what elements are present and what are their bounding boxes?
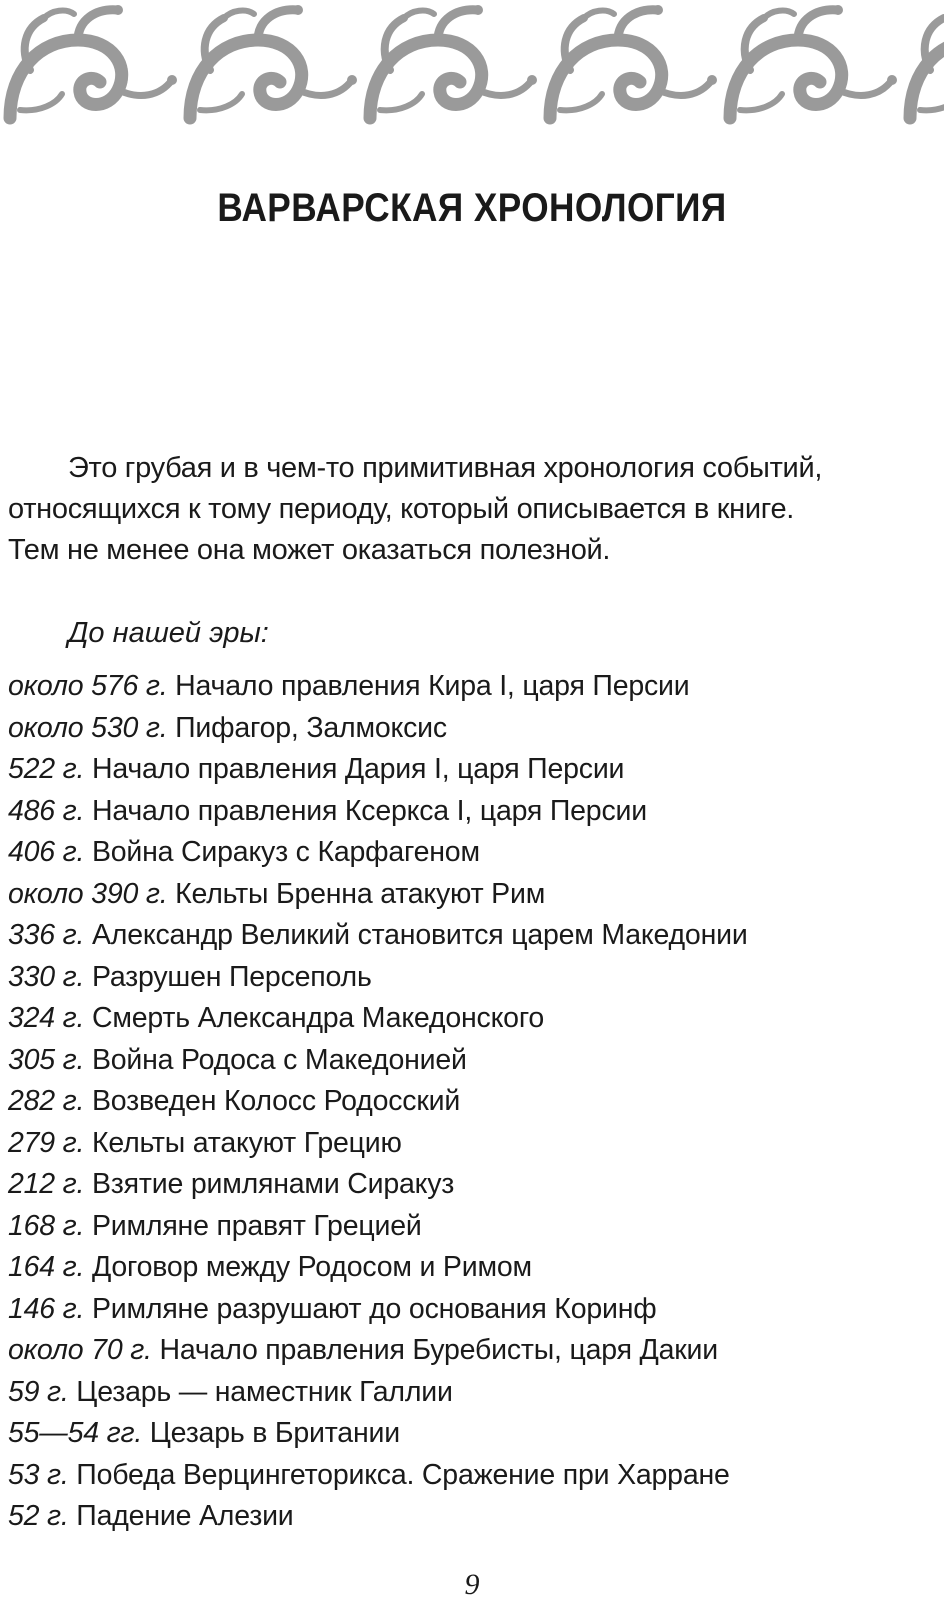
decorative-header-ornament bbox=[0, 0, 944, 130]
event-date: 146 г. bbox=[8, 1292, 85, 1325]
timeline-entry bbox=[8, 749, 938, 791]
event-date: 59 г. bbox=[8, 1375, 69, 1408]
page-number: 9 bbox=[464, 1568, 480, 1601]
event-text: Возведен Колосс Родосский bbox=[84, 1085, 461, 1117]
intro-line-2: относящихся к тому периоду, который описывается в книге. bbox=[8, 493, 795, 525]
timeline-entry bbox=[8, 957, 938, 999]
timeline-entry bbox=[8, 666, 938, 708]
timeline-entry bbox=[8, 915, 938, 957]
timeline-entry bbox=[8, 1372, 938, 1414]
event-date: 324 г. bbox=[8, 1002, 85, 1034]
chapter-title: ВАРВАРСКАЯ ХРОНОЛОГИЯ bbox=[217, 186, 727, 230]
event-text: Падение Алезии bbox=[68, 1500, 294, 1532]
event-date: 282 г. bbox=[8, 1085, 85, 1117]
era-heading: До нашей эры: bbox=[68, 617, 269, 649]
event-date: около 70 г. bbox=[8, 1334, 152, 1366]
event-date: 279 г. bbox=[8, 1126, 85, 1159]
timeline-entry bbox=[8, 1413, 938, 1455]
event-date: около 576 г. bbox=[8, 670, 168, 702]
event-text: Римляне разрушают до основания Коринф bbox=[84, 1292, 657, 1325]
intro-line-1: Это грубая и в чем-то примитивная хронология событий, bbox=[68, 452, 823, 484]
event-date: 52 г. bbox=[8, 1500, 69, 1532]
event-date: 168 г. bbox=[8, 1209, 85, 1242]
timeline-entry bbox=[8, 1123, 938, 1165]
event-date: 212 г. bbox=[8, 1168, 85, 1200]
timeline-entry bbox=[8, 874, 938, 916]
event-date: 330 г. bbox=[8, 960, 85, 993]
event-text: Римляне правят Грецией bbox=[84, 1209, 422, 1242]
event-date: 336 г. bbox=[8, 919, 85, 951]
event-text: Война Родоса с Македонией bbox=[84, 1043, 467, 1076]
timeline-entry bbox=[8, 1164, 938, 1206]
timeline-entry bbox=[8, 1455, 938, 1497]
event-date: 164 г. bbox=[8, 1251, 85, 1283]
intro-paragraph bbox=[8, 448, 938, 571]
event-date: 406 г. bbox=[8, 836, 85, 868]
event-date: около 390 г. bbox=[8, 877, 168, 910]
ornament-scrolls bbox=[10, 5, 944, 118]
event-text: Пифагор, Залмоксис bbox=[167, 711, 447, 744]
event-text: Взятие римлянами Сиракуз bbox=[84, 1168, 455, 1200]
event-text: Начало правления Ксеркса I, царя Персии bbox=[84, 794, 647, 827]
timeline-entry bbox=[8, 708, 938, 750]
timeline-entry bbox=[8, 1040, 938, 1082]
event-text: Кельты Бренна атакуют Рим bbox=[167, 877, 546, 910]
event-text: Цезарь — наместник Галлии bbox=[68, 1375, 453, 1408]
timeline-list bbox=[8, 666, 938, 1538]
event-text: Начало правления Дария I, царя Персии bbox=[84, 753, 625, 785]
event-text: Начало правления Буребисты, царя Дакии bbox=[151, 1334, 718, 1366]
timeline-entry bbox=[8, 1081, 938, 1123]
event-text: Война Сиракуз с Карфагеном bbox=[84, 836, 480, 868]
event-text: Цезарь в Британии bbox=[142, 1417, 400, 1449]
intro-line-3: Тем не менее она может оказаться полезной. bbox=[8, 534, 611, 566]
event-text: Победа Верцингеторикса. Сражение при Харране bbox=[68, 1458, 730, 1491]
event-date: 305 г. bbox=[8, 1043, 85, 1076]
timeline-entry bbox=[8, 998, 938, 1040]
event-date: 522 г. bbox=[8, 753, 85, 785]
event-text: Александр Великий становится царем Македонии bbox=[84, 919, 748, 951]
event-date: 53 г. bbox=[8, 1458, 69, 1491]
timeline-entry bbox=[8, 1496, 938, 1538]
timeline-entry bbox=[8, 1289, 938, 1331]
timeline-entry bbox=[8, 1247, 938, 1289]
event-date: около 530 г. bbox=[8, 711, 168, 744]
event-text: Смерть Александра Македонского bbox=[84, 1002, 545, 1034]
event-text: Кельты атакуют Грецию bbox=[84, 1126, 402, 1159]
event-text: Договор между Родосом и Римом bbox=[84, 1251, 532, 1283]
timeline-entry bbox=[8, 832, 938, 874]
event-date: 486 г. bbox=[8, 794, 85, 827]
timeline-entry bbox=[8, 1330, 938, 1372]
event-text: Разрушен Персеполь bbox=[84, 960, 372, 993]
event-date: 55—54 гг. bbox=[8, 1417, 143, 1449]
event-text: Начало правления Кира I, царя Персии bbox=[167, 670, 690, 702]
timeline-entry bbox=[8, 1206, 938, 1248]
timeline-entry bbox=[8, 791, 938, 833]
